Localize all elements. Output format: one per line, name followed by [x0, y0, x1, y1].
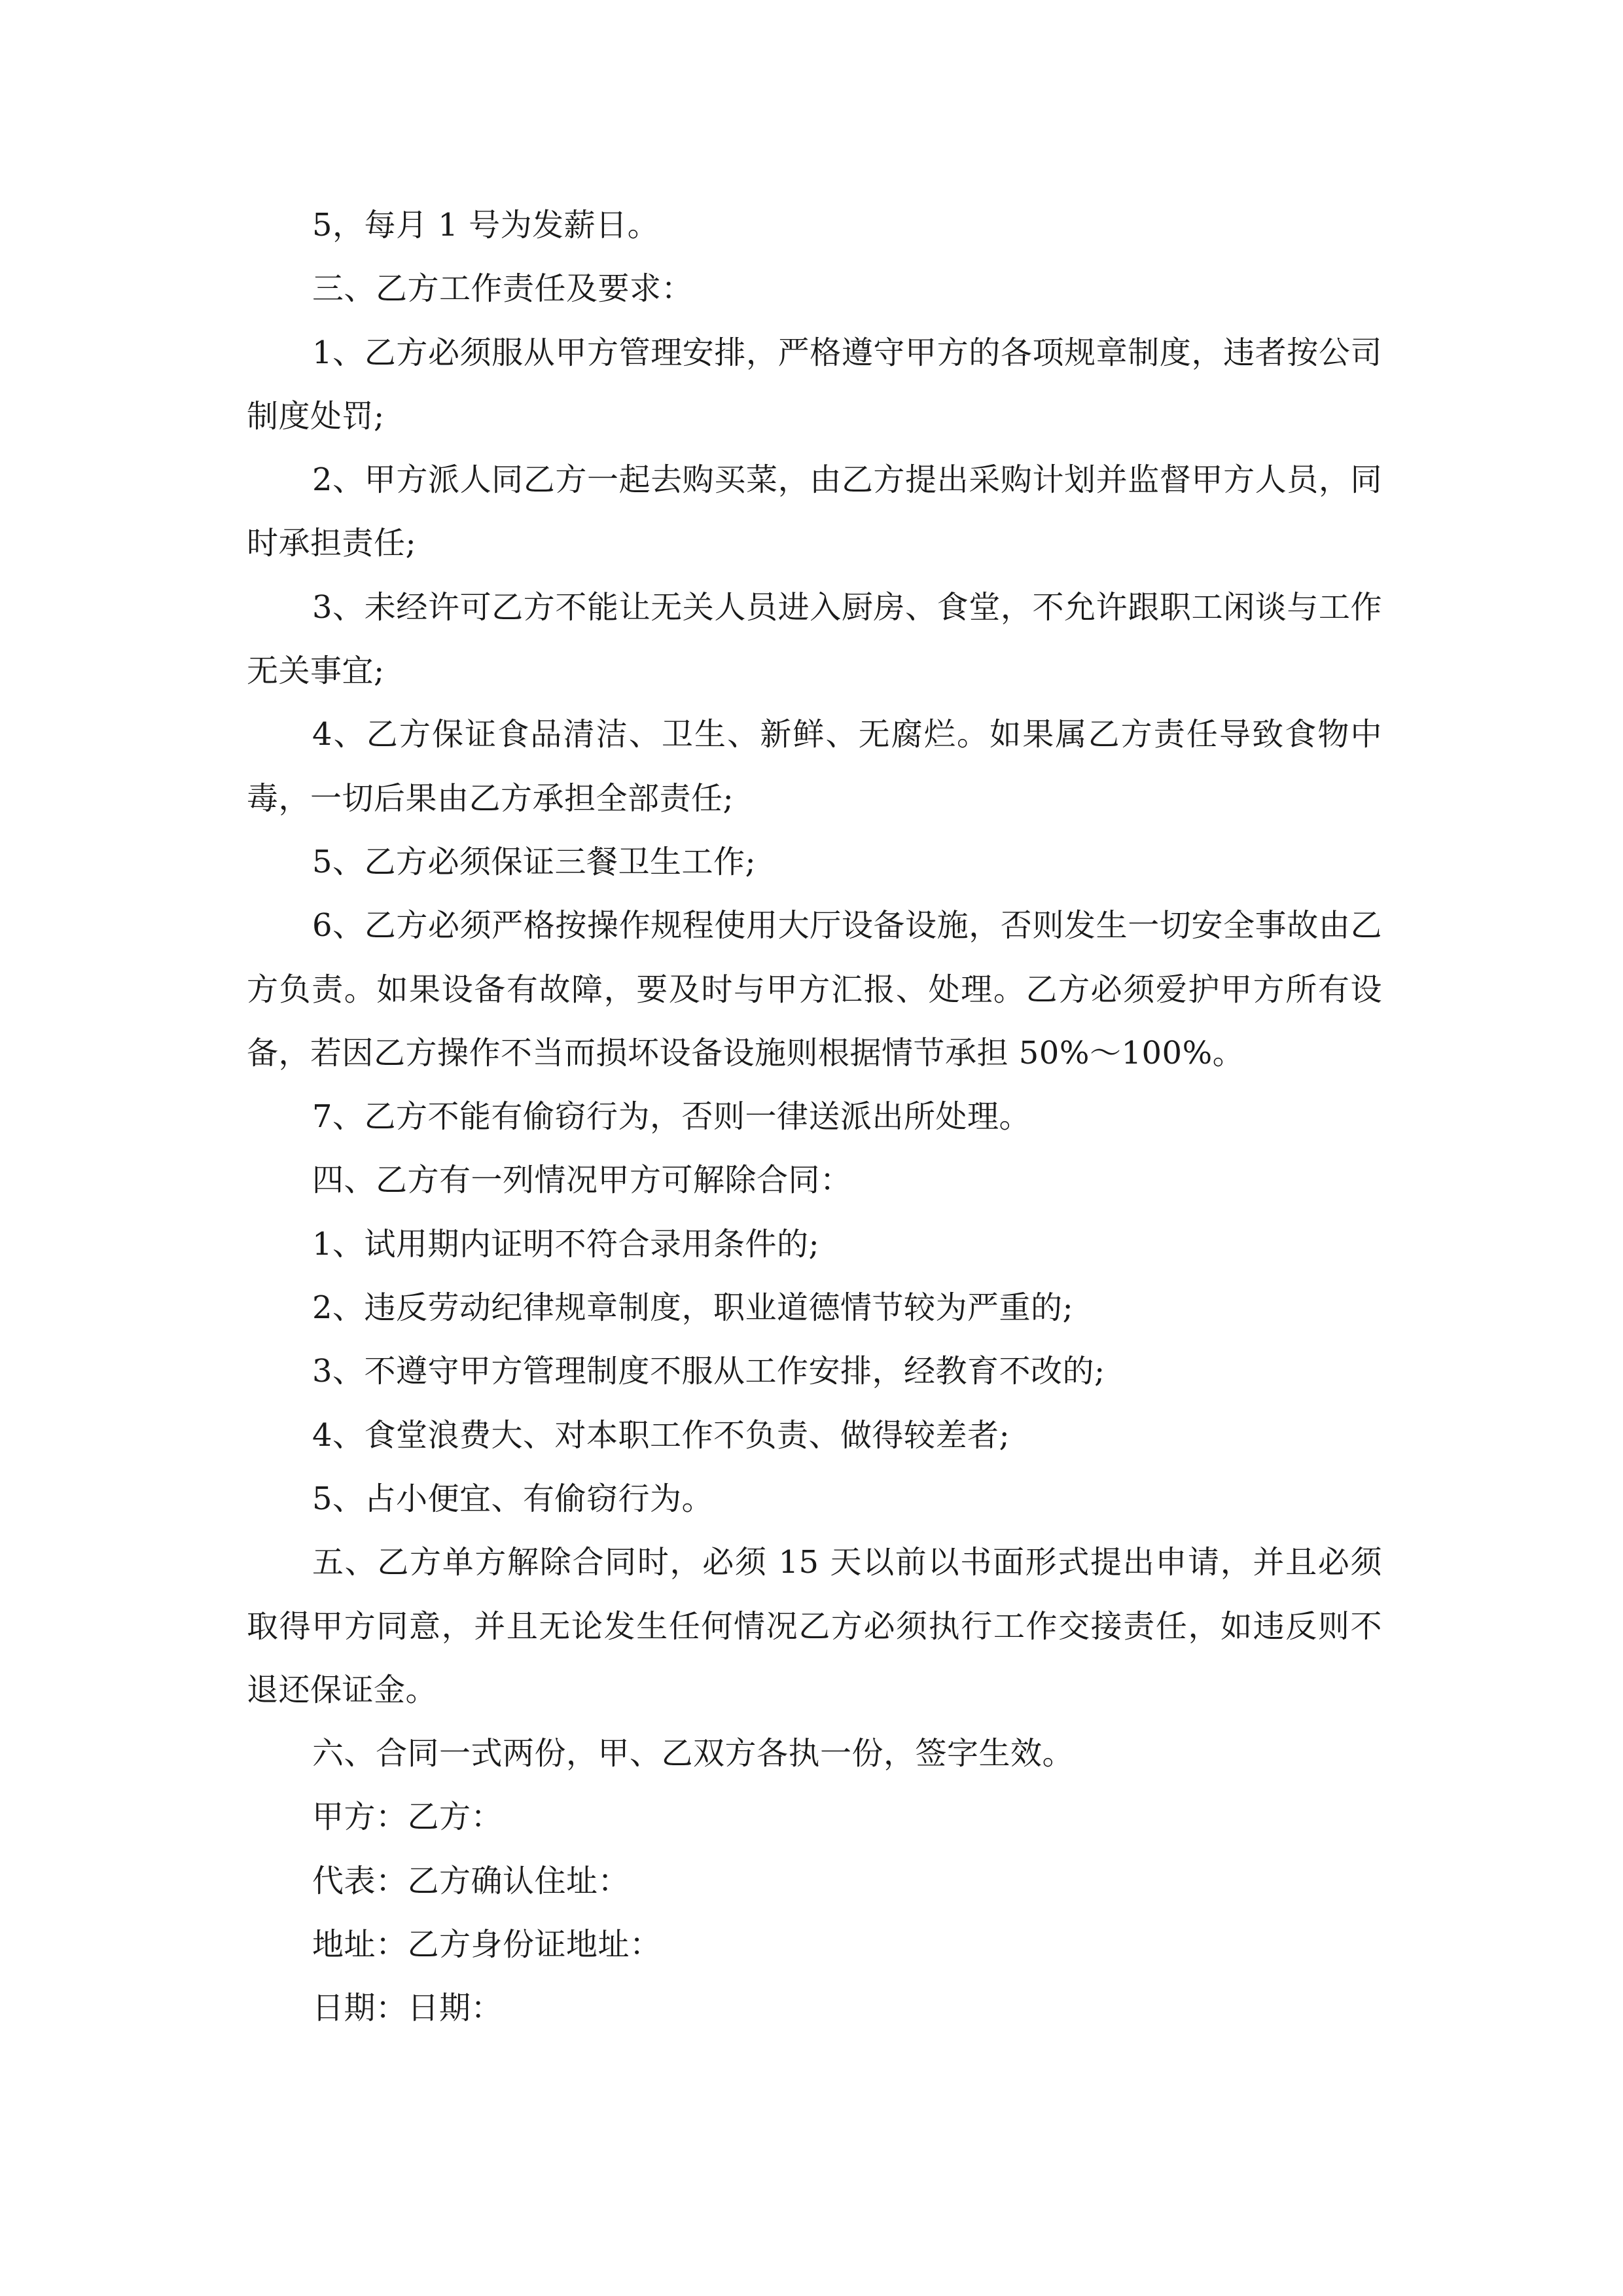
document-body	[247, 194, 1382, 2041]
signature-date-line: 日期：日期：	[312, 1990, 503, 2027]
clause-4-2: 2、违反劳动纪律规章制度，职业道德情节较为严重的;	[312, 1289, 1074, 1327]
clause-3-4: 4、乙方保证食品清洁、卫生、新鲜、无腐烂。如果属乙方责任导致食物中毒，一切后果由乙方承担全部责任;	[247, 716, 1382, 817]
clause-3-1: 1、乙方必须服从甲方管理安排，严格遵守甲方的各项规章制度，违者按公司制度处罚;	[247, 334, 1382, 435]
section-6: 六、合同一式两份，甲、乙双方各执一份，签字生效。	[312, 1735, 1075, 1772]
clause-4-1: 1、试用期内证明不符合录用条件的;	[312, 1225, 820, 1263]
clause-4-5: 5、占小便宜、有偷窃行为。	[312, 1480, 714, 1517]
clause-4-4: 4、食堂浪费大、对本职工作不负责、做得较差者;	[312, 1416, 1010, 1454]
section-heading-3: 三、乙方工作责任及要求：	[312, 270, 694, 308]
clause-3-2: 2、甲方派人同乙方一起去购买菜，由乙方提出采购计划并监督甲方人员，同时承担责任;	[247, 461, 1382, 562]
clause-3-5: 5、乙方必须保证三餐卫生工作;	[312, 843, 757, 880]
clause-3-6: 6、乙方必须严格按操作规程使用大厅设备设施，否则发生一切安全事故由乙方负责。如果设备有故障，要及时与甲方汇报、处理。乙方必须爱护甲方所有设备，若因乙方操作不当而损坏设备设施则根据情节承担 50%～100%。	[247, 907, 1382, 1071]
signature-address-line: 地址：乙方身份证地址：	[312, 1926, 662, 1964]
clause-3-7: 7、乙方不能有偷窃行为，否则一律送派出所处理。	[312, 1098, 1031, 1136]
signature-representative-line: 代表：乙方确认住址：	[312, 1862, 630, 1899]
clause-4-3: 3、不遵守甲方管理制度不服从工作安排，经教育不改的;	[312, 1353, 1105, 1390]
signature-party-line: 甲方：乙方：	[312, 1799, 503, 1836]
clause-3-3: 3、未经许可乙方不能让无关人员进入厨房、食堂，不允许跟职工闲谈与工作无关事宜;	[247, 588, 1382, 690]
paragraph-pay-date: 5，每月 1 号为发薪日。	[312, 207, 660, 243]
section-5: 五、乙方单方解除合同时，必须 15 天以前以书面形式提出申请，并且必须取得甲方同意，并且无论发生任何情况乙方必须执行工作交接责任，如违反则不退还保证金。	[247, 1544, 1382, 1708]
section-heading-4: 四、乙方有一列情况甲方可解除合同：	[312, 1162, 852, 1199]
